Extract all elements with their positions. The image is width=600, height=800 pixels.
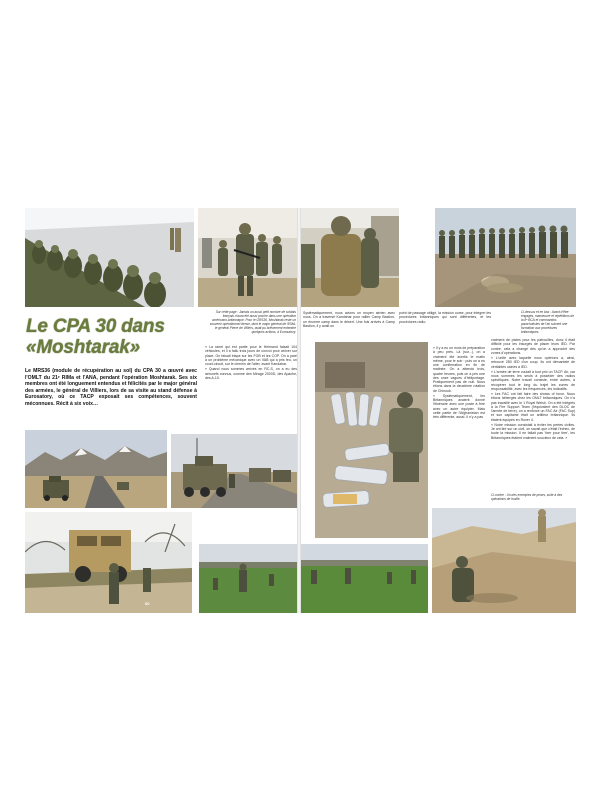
photo-army-formation (435, 208, 576, 307)
photo-weapons-cache (315, 342, 428, 538)
body-column-right (491, 338, 575, 441)
photo-soldiers-benches (25, 208, 194, 307)
paragraph: « Notre mission consistait à éviter les pertes civiles. Je ont tiré sur un civil, on savait que c'était l'échec, de toute la mission. Il ne fallait pas 'tirer pour tirer', les Britanniques étaient vraiment soucieux de cela. » (491, 422, 575, 440)
body-column-center (433, 346, 485, 420)
photo-desert-dunes (432, 508, 576, 613)
magazine-spread (25, 208, 576, 613)
caption-top: Sur cette page : Jamais un aussi petit nombre de soldats français n'aura été aussi proche dans une opération américano-britannique. Pour le GRS36, Moshtarak reste un souvenir opérationnel dense, dont le major général de l'EMA, le général Pierre de Villiers, avait pu brièvement entendre quelques actions, à Eurosatory. (209, 310, 296, 334)
right-page (301, 208, 576, 613)
paragraph: « La ramé qui est partie pour le Helmand faisait 104 véhicules, et il a fallu trois jours de convoi pour arriver sur place. On faisait étape sur les FOB et les COP. On a paré à un problème mécanique avec un VAB qui a pris feu, un court-circuit, sur le chemin de l'aller, avant Kandahar. (205, 345, 297, 366)
photo-mrap-patrol (25, 512, 192, 613)
caption-right-top: Ci-dessus et en bas : Avant d'être engagés, manœuvre et répétitions de la 8ᵉ BCA et commandos parachutistes de l'air suivent une formation aux procédures britanniques. (521, 310, 574, 334)
body-column-center-top-right (399, 311, 491, 325)
article-title (26, 316, 196, 358)
photo-armored-convoy (171, 434, 297, 508)
paragraph: point de passage obligé, la mission ourse, pour intégrer les procédures britanniques qui sont différentes, et les procédures radio. (399, 311, 491, 324)
photo-patrol-troops (198, 208, 297, 307)
paragraph: « L'armée de terre voulait à tout prix un TACP. Air, car nous sommes les seuls à posséder des radios spécifiques. Notre travail consiste, entre autres, à récupérer tout le long du trajet les zones de responsabilité, avec les fréquences, les indicatifs. (491, 369, 575, 391)
article-lede: Le MRS36 (module de récupération au sol) du CPA 30 a œuvré avec l'OMLT du 21ᵉ RIMa et l'ANA, pendant l'opération Moshtarak. Ses six membres ont été longuement entendus et félicités par le major général des armées, le général de Villiers, lors de sa visite au stand défense à Eurosatory, où ce TACP exposait ses compétences, souvent méconnues. Récit à six voix… (25, 368, 197, 407)
article-title-line1: Le CPA 30 dans (26, 316, 165, 337)
photo-field-troops-left (199, 544, 297, 613)
paragraph: vraiment de pistes pour les patrouilles, donc il était difficile pour les insurgés de placer leurs IED. Par contre, cela a changé dès qu'on a approché des zones d'opérations. (491, 338, 575, 355)
photo-desert-convoy (25, 430, 167, 508)
paragraph: « Il y a eu un mois de préparation à peu près. Là (sur...), on a vraiment été avertis le matin même, pour le soir : puis on a eu une confirmation en fin de matinée. On a attendu trois, quatre heures, puis on a pris une des onze vagues d'héliportage. Pratiquement pas de nuit. Nous étions dans la deuxième rotation de Chinook. (433, 346, 485, 393)
photo-green-field (301, 544, 428, 613)
paragraph: « Systématiquement, les Britanniques avaient donné l'itinéraire avec une poste à frire avec un autre équipier. Mais cette partie de l'Afghanistan est très différente, aussi. Il n'y a pas (433, 393, 485, 419)
photo-soldier-group (301, 208, 399, 307)
paragraph: Systématiquement, nous avions un moyen aérien avec nous. On a traversé Kandahar pour rallier Camp Bastion, un énorme camp dans le désert. Une fois arrivés à Camp Bastion, il y avait un (303, 311, 395, 328)
paragraph: « Quand nous sommes arrivés en RC-S, on a eu des aéronefs connus, comme des Mirage 2000D, des Apache, des A-10. (205, 367, 297, 380)
page-number: 60 (145, 601, 150, 606)
paragraph: « L'unité avec laquelle nous opérions a, ainsi, retrouvé 280 IED d'un coup. Ils ont démantelé de véritables usines à IED. (491, 356, 575, 369)
caption-right-bottom: Ci-contre : Un des exemples de prises, suite à des opérations de fouille. (491, 493, 563, 501)
body-column-center-top (303, 311, 395, 329)
left-page (25, 208, 297, 613)
article-title-line2: «Moshtarak» (26, 337, 140, 358)
body-column-left (205, 345, 297, 381)
paragraph: « Les FAC ont fait faire des shows of force. Nous étions hébergés chez les OMLT britanniques. On n'a pas travaillé avec le 1 Royal Welsh. On a été intégrés à la Fire Support Team (l'équivalent des DLOC de l'armée de terre), on a renforcé un FAC Air (FAC Sup) et son capitaine était un artilleur britannique. Ils étaient équipés en Rover 4. (491, 392, 575, 422)
